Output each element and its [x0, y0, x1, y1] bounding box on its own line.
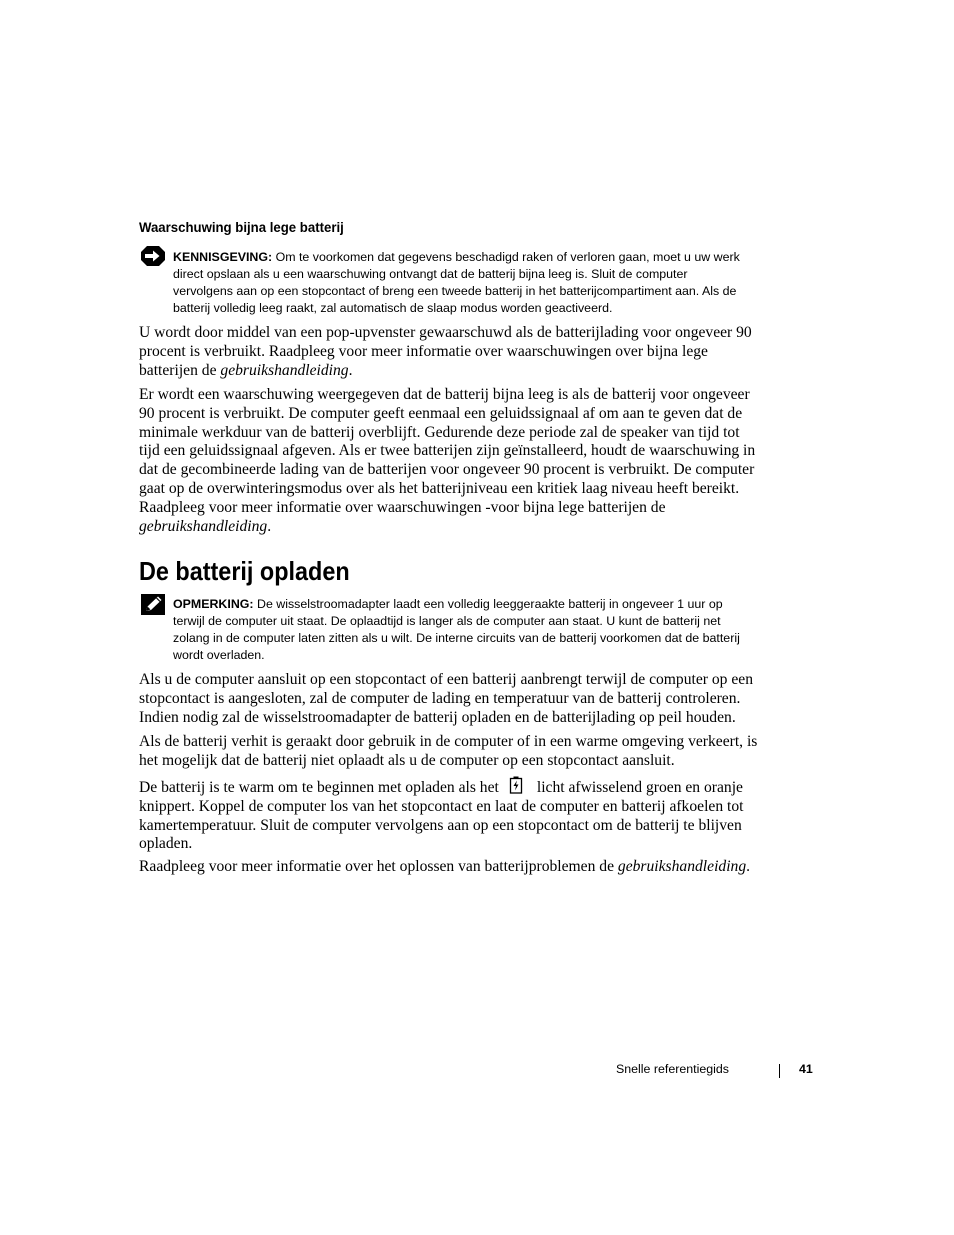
- manual-reference: gebruikshandleiding: [617, 858, 747, 875]
- paragraph-hot-battery: [139, 733, 761, 771]
- text-line: procent is verbruikt. Raadpleeg voor meer informatie over waarschuwingen over bijna lege: [139, 342, 708, 360]
- battery-charge-icon: [509, 776, 523, 794]
- footer-guide-title: Snelle referentiegids: [616, 1062, 729, 1076]
- text-line: minimale werkduur van de batterij overblijft. Gedurende deze periode zal de speaker van tijd tot: [139, 423, 740, 441]
- text-line: tijd een geluidssignaal afgeven. Als er twee batterijen zijn geïnstalleerd, houdt de waarschuwing in: [139, 442, 756, 460]
- text-line: stopcontact is aangesloten, zal de computer de lading en temperatuur van de batterij controleren.: [139, 689, 741, 707]
- text-line: 90 procent is verbruikt. De computer geeft eenmaal een geluidssignaal af om aan te geven dat de: [139, 404, 743, 422]
- note-line-3: zolang in de computer laten zitten als u wilt. De interne circuits van de batterij voorkomen dat de batterij: [173, 631, 740, 645]
- paragraph-battery-light: [139, 776, 761, 854]
- pencil-note-icon: [141, 594, 165, 615]
- text-line: dat de gecombineerde lading van de batterijen voor ongeveer 90 procent is verbruikt. De computer: [139, 461, 755, 479]
- text-line: batterijen de gebruikshandleiding.: [139, 361, 353, 379]
- paragraph-troubleshooting-reference: [139, 858, 761, 877]
- note-line-1: OPMERKING: De wisselstroomadapter laadt een volledig leeggeraakte batterij in ongeveer 1 uur op: [173, 597, 723, 611]
- note-line-4: wordt overladen.: [173, 648, 265, 662]
- section-heading-charging: De batterij opladen: [139, 556, 350, 586]
- text-line: Als de batterij verhit is geraakt door gebruik in de computer of in een warme omgeving verkeert, is: [139, 733, 758, 750]
- text-line: kamertemperatuur. Sluit de computer vervolgens aan op een stopcontact om de batterij te blijven: [139, 816, 742, 834]
- page-number: 41: [799, 1062, 813, 1076]
- text-line: Als u de computer aansluit op een stopcontact of een batterij aanbrengt terwijl de computer op een: [139, 671, 754, 688]
- footer-divider: [779, 1064, 780, 1078]
- paragraph-low-battery-detail: [139, 386, 761, 536]
- section-heading-low-battery: Waarschuwing bijna lege batterij: [139, 220, 344, 236]
- manual-reference: gebruikshandleiding: [220, 361, 349, 379]
- text-line: Raadpleeg voor meer informatie over het oplossen van batterijproblemen de gebruikshandleiding.: [139, 858, 751, 875]
- text-line: De batterij is te warm om te beginnen met opladen als het licht afwisselend groen en oranje: [139, 776, 761, 798]
- notice-arrow-icon: [140, 245, 166, 267]
- paragraph-charge-control: [139, 671, 761, 727]
- note-line-2: terwijl de computer uit staat. De oplaadtijd is langer als de computer aan staat. U kunt de batterij net: [173, 614, 721, 628]
- text-line: knippert. Koppel de computer los van het stopcontact en laat de computer en batterij afkoelen tot: [139, 797, 744, 815]
- text-line: het mogelijk dat de batterij niet oplaadt als u de computer op een stopcontact aansluit.: [139, 751, 675, 769]
- notice-label: KENNISGEVING:: [173, 250, 273, 264]
- notice-line-4: batterij volledig leeg raakt, zal automatisch de slaap modus worden geactiveerd.: [173, 301, 613, 315]
- text-line: gebruikshandleiding.: [139, 517, 272, 535]
- text-line: Indien nodig zal de wisselstroomadapter de batterij opladen en de batterijlading op peil houden.: [139, 708, 736, 726]
- notice-line-3: vervolgens aan op een stopcontact of breng een tweede batterij in het batterijcompartiment aan. Als de: [173, 284, 737, 298]
- notice-block: [173, 249, 763, 317]
- text-line: opladen.: [139, 835, 193, 853]
- paragraph-popup-warning: [139, 324, 761, 380]
- note-label: OPMERKING:: [173, 597, 254, 611]
- text-line: Raadpleeg voor meer informatie over waarschuwingen -voor bijna lege batterijen de: [139, 498, 666, 516]
- manual-reference: gebruikshandleiding: [139, 517, 268, 535]
- text-line: gaat op de overwinteringsmodus over als het batterijniveau een kritiek laag niveau heeft bereikt.: [139, 479, 740, 497]
- note-block: [173, 596, 763, 664]
- notice-line-1: KENNISGEVING: Om te voorkomen dat gegevens beschadigd raken of verloren gaan, moet u uw werk: [173, 250, 740, 264]
- text-line: Er wordt een waarschuwing weergegeven dat de batterij bijna leeg is als de batterij voor ongeveer: [139, 386, 750, 403]
- text-line: U wordt door middel van een pop-upvenster gewaarschuwd als de batterijlading voor ongeveer 90: [139, 324, 752, 341]
- notice-line-2: direct opslaan als u een waarschuwing ontvangt dat de batterij bijna leeg is. Sluit de computer: [173, 267, 688, 281]
